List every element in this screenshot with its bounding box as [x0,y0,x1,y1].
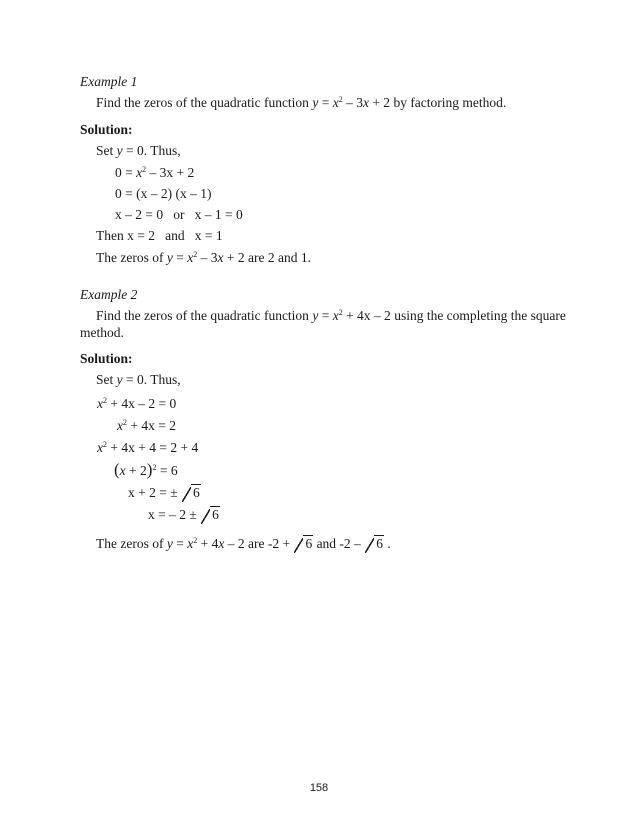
example2-step2: $x^2 + 4x = 2$ [117,418,176,433]
example2-solution-label: Solution: [80,351,133,366]
example2-step6: x = – 2 ± 6 [148,507,219,522]
example2-step3: $x^2 + 4x + 4 = 2 + 4$ [97,440,199,455]
page-number: 158 [309,782,329,794]
example2-problem-line2: method. [80,325,124,340]
example2-conclusion: The zeros of $y = x^2 + 4x - 2$ are -2 + 6 and -2 – 6 . [96,536,391,551]
example1-solution-label: Solution: [80,122,133,137]
example2-step1: $x^2 + 4x - 2 = 0$ [97,396,177,411]
example1-then-line: Then x = 2 and x = 1 [96,228,223,243]
example1-heading: Example 1 [80,74,138,89]
example1-step1: $0 = x^2 - 3x + 2$ [115,165,195,180]
sqrt-symbol: 6 [294,536,313,552]
example1-step3: x – 2 = 0 or x – 1 = 0 [115,207,243,222]
sqrt-symbol: 6 [365,536,384,552]
example2-step5: x + 2 = ± 6 [128,485,200,500]
example1-step2: 0 = (x – 2) (x – 1) [115,186,212,201]
sqrt-symbol: 6 [201,507,220,523]
example1-set-line: Set y = 0. Thus, [96,143,181,158]
example1-conclusion: The zeros of $y = x^2 - 3x + 2$ are 2 and 1. [96,250,311,265]
example2-step4: $(x + 2)^2 = 6$ [114,460,178,479]
example2-problem-line1: Find the zeros of the quadratic function $y = x^2 + 4x - 2$ using the completing the square [96,308,566,323]
sqrt-symbol: 6 [182,485,201,501]
example2-set-line: Set y = 0. Thus, [96,372,181,387]
example2-heading: Example 2 [80,287,138,302]
example1-problem: Find the zeros of the quadratic function $y = x^2 - 3x + 2$ by factoring method. [96,95,507,110]
